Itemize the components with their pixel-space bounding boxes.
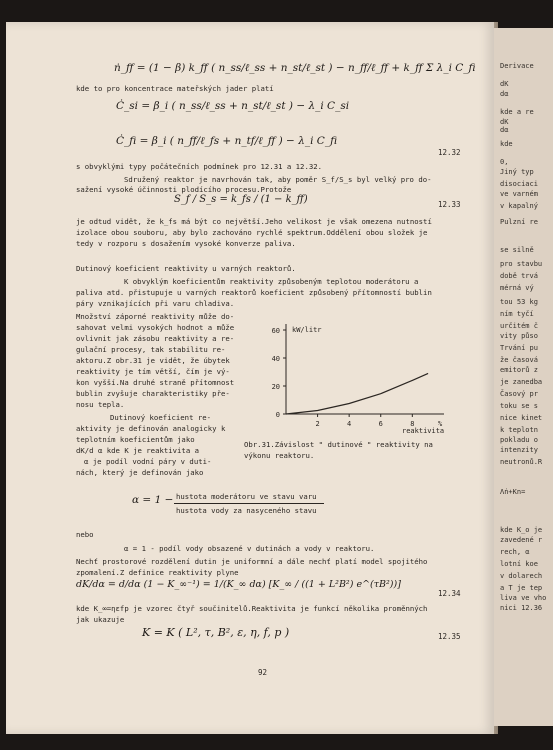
x-axis-suffix: % — [438, 420, 443, 428]
y-tick-label: 60 — [271, 327, 280, 335]
page-number: 92 — [258, 668, 268, 677]
opposite-page-fragment: toku se s — [500, 402, 538, 410]
text-line: izolace obou souboru, aby bylo zachováno rychlé spektrum.Oddělení obou složek je — [76, 228, 428, 237]
opposite-page-fragment: kde a re — [500, 108, 534, 116]
fraction-bar — [174, 503, 324, 504]
text-line: aktivity je definován analogicky k — [76, 424, 226, 433]
equation-number: 12.34 — [438, 589, 461, 598]
opposite-page-fragment: se silně — [500, 246, 534, 254]
x-axis-label: reaktivita — [402, 427, 445, 435]
opposite-page-fragment: pokladu o — [500, 436, 538, 444]
fraction-numerator: hustota moderátoru ve stavu varu — [176, 492, 317, 501]
opposite-page-fragment: mérná vý — [500, 284, 534, 292]
equation-cfi: Ċ_fi = β_i ( n_ff/ℓ_fs + n_tf/ℓ_ff ) − λ_i C_fi — [116, 135, 338, 147]
text-line: Sdružený reaktor je navrhován tak, aby poměr S_f/S_s byl velký pro do- — [124, 175, 432, 184]
text-line: nách, který je definován jako — [76, 468, 204, 477]
text-line: je odtud vidět, že k_fs má být co největší.Jeho velikost je však omezena nutností — [76, 217, 432, 226]
opposite-page-fragment: určitém č — [500, 322, 538, 330]
opposite-page-fragment: Derivace — [500, 62, 534, 70]
y-axis-unit: kW/litr — [292, 326, 322, 334]
opposite-page-fragment: Λṅ+Kn= — [500, 488, 526, 496]
equation-k: K = K ( L², τ, B², ε, η, f, p ) — [142, 626, 290, 639]
x-tick-label: 8 — [410, 420, 415, 428]
text-line: K obvyklým koeficientům reaktivity způsobeným teplotou moderátoru a — [124, 277, 419, 286]
opposite-page-fragment: době trvá — [500, 272, 538, 280]
opposite-page-fragment: disociaci — [500, 180, 538, 188]
text-line: α = 1 - podíl vody obsazené v dutinách a vody v reaktoru. — [124, 544, 375, 553]
opposite-page-fragment: v dolarech — [500, 572, 543, 580]
equation-number: 12.35 — [438, 632, 461, 641]
opposite-page-fragment: nici 12.36 — [500, 604, 543, 612]
opposite-page-fragment: kde — [500, 140, 513, 148]
opposite-page-fragment: Časový pr — [500, 390, 538, 398]
text-line: reaktivity je tím větší, čím je vý- — [76, 367, 230, 376]
opposite-page-fragment: neutronů.R — [500, 458, 543, 466]
equation-sf-ss: S_f / S_s = k_fs / (1 − k_ff) — [174, 194, 308, 205]
text-line: s obvyklými typy počátečních podmínek pro 12.31 a 12.32. — [76, 162, 323, 171]
opposite-page-fragment: dK — [500, 80, 509, 88]
y-tick-label: 20 — [271, 383, 280, 391]
opposite-page-fragment: je zanedba — [500, 378, 543, 386]
equation-nff: ṅ_ff = (1 − β) k_ff ( n_ss/ℓ_ss + n_st/ℓ_st ) − n_ff/ℓ_ff + k_ff Σ λ_i C_fi — [114, 62, 476, 74]
y-tick-label: 40 — [271, 355, 280, 363]
opposite-page-fragment: nice kinet — [500, 414, 543, 422]
equation-csi: Ċ_si = β_i ( n_ss/ℓ_ss + n_st/ℓ_st ) − λ_i C_si — [116, 100, 350, 112]
opposite-page-fragment: že časová — [500, 356, 538, 364]
text-line: kon vyšší.Na druhé straně přítomnost — [76, 378, 235, 387]
text-line: bublin zvyšuje charakteristiky pře- — [76, 389, 230, 398]
opposite-page-fragment: k teplotn — [500, 426, 538, 434]
opposite-page-fragment: emitorů z — [500, 366, 538, 374]
text-line: ovlivnit jak zásobu reaktivity a re- — [76, 334, 235, 343]
opposite-page-fragment: rech, α — [500, 548, 530, 556]
opposite-page-fragment: lotní koe — [500, 560, 538, 568]
equation-number: 12.32 — [438, 148, 461, 157]
text-line: sažení vysoké účinnosti plodícího procesu.Protože — [76, 185, 292, 194]
text-line: jak ukazuje — [76, 615, 125, 624]
x-tick-label: 4 — [347, 420, 352, 428]
text-line: páry vznikajících při varu chladiva. — [76, 299, 235, 308]
opposite-page-fragment: ním tyčí — [500, 310, 534, 318]
text-line: kde K_∞=ηεfp je vzorec čtyř součinitelů.Reaktivita je funkcí několika proměnných — [76, 604, 428, 613]
opposite-page-fragment: Jiný typ — [500, 168, 534, 176]
x-tick-label: 6 — [378, 420, 383, 428]
opposite-page-fragment: pro stavbu — [500, 260, 543, 268]
text-line: Nechť prostorové rozdělení dutin je uniformní a dále nechť platí model spojitého — [76, 557, 428, 566]
equation-dkda: dK/dα = d/dα (1 − K_∞⁻¹) = 1/(K_∞ dα) [K_∞ / ((1 + L²B²) e^(τB²))] — [76, 579, 401, 590]
opposite-page-fragment: tou 53 kg — [500, 298, 538, 306]
text-line: α je podíl vodní páry v duti- — [84, 457, 212, 466]
opposite-page-fragment: v kapalný — [500, 202, 538, 210]
text-line: kde to pro koncentrace mateřských jader platí — [76, 84, 274, 93]
figure-31 — [256, 304, 456, 436]
opposite-page-fragment: intenzity — [500, 446, 538, 454]
equation-alpha: α = 1 − — [132, 494, 174, 506]
figure-caption: výkonu reaktoru. — [244, 451, 315, 460]
opposite-page-fragment: liva ve vho — [500, 594, 547, 602]
text-line: aktoru.Z obr.31 je vidět, že úbytek — [76, 356, 230, 365]
text-line: Dutinový koeficient re- — [110, 413, 212, 422]
text-line: paliva atd. přistupuje u varných reaktorů koeficient způsobený přítomností bublin — [76, 288, 432, 297]
text-line: gulační procesy, tak stabilitu re- — [76, 345, 226, 354]
text-line: tedy v rozporu s dosažením vysoké konverze paliva. — [76, 239, 296, 248]
opposite-page-fragment: kde K_o je — [500, 526, 543, 534]
text-line: zpomalení.Z definice reaktivity plyne — [76, 568, 239, 577]
figure-caption: Obr.31.Závislost " dutinové " reaktivity na — [244, 440, 433, 449]
text-line: Množství záporné reaktivity může do- — [76, 312, 235, 321]
section-heading: Dutinový koeficient reaktivity u varných reaktorů. — [76, 264, 296, 273]
reactivity-curve — [286, 373, 428, 414]
opposite-page-fragment: dα — [500, 90, 509, 98]
equation-number: 12.33 — [438, 200, 461, 209]
text-line: sahovat velmi vysokých hodnot a může — [76, 323, 235, 332]
opposite-page-fragment: zavedené r — [500, 536, 543, 544]
text-line: nosu tepla. — [76, 400, 125, 409]
opposite-page-fragment: a T je tep — [500, 584, 543, 592]
fraction-denominator: hustota vody za nasyceného stavu — [176, 506, 317, 515]
x-tick-label: 2 — [315, 420, 320, 428]
opposite-page-fragment: 0, — [500, 158, 509, 166]
opposite-page-fragment: Trvání pu — [500, 344, 538, 352]
opposite-page — [494, 28, 553, 726]
opposite-page-fragment: ve varném — [500, 190, 538, 198]
opposite-page-fragment: Pulzní re — [500, 218, 538, 226]
text-line: dK/d α kde K je reaktivita a — [76, 446, 200, 455]
y-tick-label: 0 — [275, 411, 280, 419]
opposite-page-fragment: vity půso — [500, 332, 538, 340]
text-line: teplotním koeficientům jako — [76, 435, 195, 444]
text-line: nebo — [76, 530, 94, 539]
opposite-page-fragment: dK — [500, 118, 509, 126]
opposite-page-fragment: dα — [500, 126, 509, 134]
book-page — [6, 22, 494, 734]
